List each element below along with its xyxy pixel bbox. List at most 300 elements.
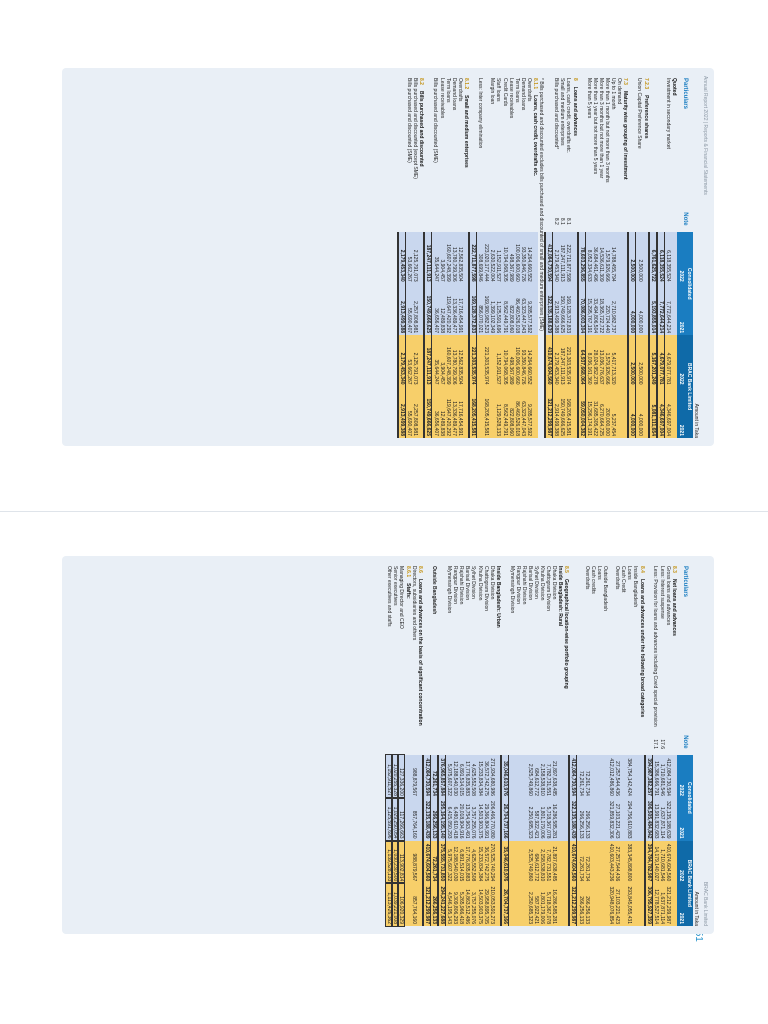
note-ref: [665, 733, 671, 755]
note-ref: [664, 210, 671, 232]
note-ref: [470, 733, 476, 755]
table-row: [569, 564, 577, 926]
table-row: [626, 564, 632, 926]
row-label-text: More than 1 month but not more than 3 months: [604, 78, 611, 183]
amount-cell: 72,261,734: [577, 841, 584, 884]
row-label-text: More than 1 year but not more than 5 years: [591, 78, 598, 175]
amount-cell: 8,036,161,360: [585, 335, 592, 386]
table-row: [590, 564, 596, 926]
note-ref: [527, 733, 533, 755]
note-ref: [584, 733, 590, 755]
amount-cell: [643, 335, 649, 386]
amount-cell: 295,164,195,140: [438, 798, 446, 841]
amount-cell: 119,647,420,292: [445, 284, 451, 335]
amount-cell: 14,503,903,375: [477, 883, 483, 926]
amount-cell: 2,500,000: [628, 335, 636, 386]
table-row: [489, 564, 495, 926]
table-row: [643, 76, 649, 438]
amount-cell: 221,303,535,974: [483, 335, 489, 386]
row-label-text: Union Capital Preference Share: [636, 78, 643, 149]
amount-cell: 410,674,604,560: [569, 841, 577, 884]
table-row: [452, 564, 458, 926]
amount-cell: 100,006,600,660: [514, 335, 520, 386]
note-ref: [643, 210, 649, 232]
amount-cell: 35,046,610,976: [501, 841, 509, 884]
row-label-text: Chattogram Division: [482, 566, 489, 612]
note-ref: [398, 210, 406, 232]
row-label: [470, 564, 476, 733]
amount-cell: 412,084,730,594: [423, 755, 431, 798]
row-label: [636, 76, 643, 210]
amount-cell: 29,958,895,705: [483, 883, 489, 926]
row-label-text: Demand loans: [450, 78, 457, 111]
amount-cell: 294,241,227,688: [438, 883, 446, 926]
amount-cell: [596, 883, 602, 926]
amount-cell: 169,980,982,523: [483, 284, 489, 335]
amount-cell: [622, 284, 628, 335]
note-ref: [520, 210, 526, 232]
note-ref: [620, 733, 626, 755]
row-label: [495, 564, 501, 733]
amount-cell: 293,845,055,431: [626, 883, 632, 926]
row-label: [578, 76, 586, 210]
amount-cell: 1,399,102,349: [489, 284, 495, 335]
note-ref: [608, 733, 614, 755]
amount-cell: [532, 387, 538, 438]
amount-cell: 3,904,457: [439, 335, 445, 386]
amount-cell: 412,012,486,860: [608, 755, 614, 798]
amount-cell: 1,113,426,362: [386, 883, 392, 926]
row-label-text: Bills purchased and discounted (SME): [405, 78, 412, 163]
table-row: [398, 76, 406, 438]
row-label: [598, 76, 604, 210]
amount-cell: 59,050,004,382: [578, 387, 586, 438]
row-label: [569, 564, 577, 733]
row-label: [445, 76, 451, 210]
row-label-text: Rajshahi Division: [520, 566, 527, 605]
section-code: 8.1.1: [532, 78, 539, 90]
note-ref: [577, 733, 584, 755]
amount-cell: 53,662,267: [406, 232, 413, 283]
table-row: [477, 76, 484, 438]
amount-cell: 16,286,585,281: [551, 883, 557, 926]
amount-cell: 14,264,660,552: [526, 232, 532, 283]
amount-cell: 210,053,591,273: [489, 883, 495, 926]
year-header: 2022: [677, 755, 685, 798]
table-row: [671, 564, 677, 926]
note-ref: [423, 733, 431, 755]
row-label: [432, 76, 439, 210]
table-row: [628, 76, 636, 438]
row-label: [508, 564, 514, 733]
amount-cell: 321,212,299,987: [423, 883, 431, 926]
left-page-title: Annual Report 2022 | Reports & Financial Statements: [702, 76, 708, 195]
amount-cell: [638, 883, 644, 926]
row-label-text: Maturity wise grouping of investment: [622, 90, 629, 180]
note-ref: [489, 210, 495, 232]
amount-cell: 2,257,808,981: [412, 387, 418, 438]
amount-cell: [616, 387, 622, 438]
amount-cell: 150,749,666,625: [559, 387, 565, 438]
amount-cell: 1,710,681,546: [659, 841, 665, 884]
page-divider: [0, 511, 768, 512]
amount-cell: 1,039,221,008: [392, 883, 398, 926]
note-header: Note: [677, 733, 693, 755]
consolidated-header: Consolidated: [685, 755, 693, 840]
row-label: [489, 76, 495, 210]
amount-cell: [616, 284, 622, 335]
amount-cell: 36,684,461,496: [592, 232, 598, 283]
row-label: [418, 76, 424, 210]
row-label: [643, 76, 649, 210]
amount-cell: 321,212,299,987: [569, 883, 577, 926]
note-ref: [508, 733, 514, 755]
amount-cell: 7,772,644,214: [664, 284, 671, 335]
amount-cell: 93,350,846,726: [520, 335, 526, 386]
amount-cell: 12,188,540,030: [452, 841, 458, 884]
amount-cell: [418, 232, 424, 283]
note-ref: [483, 733, 489, 755]
row-label-text: Khulna Division: [476, 566, 483, 601]
amount-cell: [638, 798, 644, 841]
note-ref: [430, 733, 438, 755]
amount-cell: 266,256,133: [430, 798, 438, 841]
row-label: [664, 76, 671, 210]
amount-cell: 14,264,660,552: [526, 335, 532, 386]
amount-cell: 9,285,577,592: [526, 284, 532, 335]
row-label: [665, 564, 671, 733]
table-row: [604, 76, 610, 438]
amount-cell: 35,644,247: [432, 335, 439, 386]
row-label-text: Senior executives: [392, 566, 399, 606]
table-row: [664, 76, 671, 438]
amount-cell: 320,948,076,854: [608, 883, 614, 926]
row-label-text: Managing Director and CEO: [398, 566, 405, 629]
table-row: [578, 76, 586, 438]
amount-cell: 2,125,791,073: [412, 335, 418, 386]
amount-cell: 160,607,248,399: [445, 335, 451, 386]
row-label: [515, 564, 521, 733]
row-label: [590, 564, 596, 733]
consolidated-header: Consolidated: [685, 232, 693, 335]
amount-cell: 187,247,111,913: [424, 232, 432, 283]
amount-cell: 127,336,200: [398, 755, 404, 798]
amount-cell: 2,250,685,323: [527, 883, 533, 926]
note-ref: [452, 733, 458, 755]
amount-cell: 4,000,000: [628, 284, 636, 335]
amount-cell: [557, 755, 563, 798]
amount-cell: 7,782,731,551: [545, 841, 551, 884]
table-row: [659, 564, 665, 926]
section-code: 7.3: [622, 78, 629, 85]
amount-cell: [622, 335, 628, 386]
amount-cell: 187,247,111,913: [559, 335, 565, 386]
amount-cell: 5,718,367,078: [545, 798, 551, 841]
amount-cell: 27,103,221,423: [614, 798, 620, 841]
amount-cell: 13,991,832,683: [652, 798, 659, 841]
row-label: [527, 564, 533, 733]
amount-cell: [671, 841, 677, 884]
note-ref: [539, 733, 545, 755]
amount-cell: 2,913,499,388: [398, 387, 406, 438]
row-label-text: Cash credits: [589, 566, 596, 594]
note-ref: [614, 733, 620, 755]
note-ref: [649, 210, 657, 232]
amount-cell: [638, 841, 644, 884]
amount-cell: 412,084,730,594: [569, 755, 577, 798]
amount-cell: 63,323,447,043: [520, 387, 526, 438]
amount-cell: 1,579,926,666: [604, 232, 610, 283]
amount-cell: 4,546,195,143: [446, 883, 453, 926]
table-row: [657, 76, 665, 438]
row-label-text: Sylhet Division: [532, 566, 539, 599]
row-label: [652, 564, 659, 733]
note-ref: [483, 210, 489, 232]
amount-cell: 220,724,440: [604, 284, 610, 335]
section-code: 8.2: [418, 78, 425, 85]
row-label-text: Loans and advances: [571, 86, 578, 136]
row-label: [671, 76, 677, 210]
amount-cell: 27,257,544,436: [614, 755, 620, 798]
row-label: [508, 76, 514, 210]
row-label: [559, 76, 565, 210]
note-ref: [557, 733, 563, 755]
year-header: 2021: [677, 798, 685, 841]
amount-cell: 8,562,449,791: [501, 387, 507, 438]
section-code: 8.6: [416, 566, 423, 573]
row-label: [451, 76, 457, 210]
amount-cell: [463, 387, 469, 438]
note-ref: [671, 733, 677, 755]
amount-cell: [572, 387, 578, 438]
amount-cell: 4,625,552,508: [470, 841, 476, 884]
amount-cell: [495, 883, 501, 926]
amount-cell: [596, 755, 602, 798]
amount-cell: 27,257,544,436: [614, 841, 620, 884]
amount-cell: [616, 335, 622, 386]
table-row: [432, 76, 439, 438]
table-row: [469, 76, 477, 438]
amount-cell: 10,794,068,305: [501, 335, 507, 386]
amount-cell: 9,309,806,293: [452, 883, 458, 926]
amount-cell: [463, 284, 469, 335]
amount-cell: 5,265,966,418: [458, 883, 464, 926]
amount-cell: [643, 232, 649, 283]
amount-cell: 271,934,680,986: [489, 755, 495, 798]
table-row: [584, 564, 590, 926]
amount-cell: [557, 841, 563, 884]
row-label: [608, 564, 614, 733]
amount-cell: [632, 755, 638, 798]
amount-cell: 2,500,000: [636, 335, 643, 386]
row-label-text: Overdrafts: [583, 566, 590, 590]
amount-cell: 12,562,835,504: [457, 232, 463, 283]
row-label: [659, 564, 665, 733]
row-label-text: Outside Bangladesh: [601, 566, 608, 612]
amount-cell: [671, 755, 677, 798]
note-ref: [578, 210, 586, 232]
amount-cell: 150,749,666,625: [424, 284, 432, 335]
row-label-text: Less: Inter company elimination: [476, 78, 483, 149]
amount-cell: 394,784,782,987: [645, 841, 653, 884]
amount-cell: [418, 284, 424, 335]
amount-cell: 26,704,737,166: [501, 798, 509, 841]
row-label-text: Quoted: [671, 78, 677, 96]
row-label: [406, 76, 413, 210]
table-row: [445, 76, 451, 438]
amount-cell: 266,256,133: [577, 798, 584, 841]
amount-cell: 72,261,734: [430, 841, 438, 884]
amount-cell: [590, 798, 596, 841]
amount-cell: 857,764,160: [411, 883, 417, 926]
amount-cell: 384,754,142,424: [626, 755, 632, 798]
row-label: [501, 564, 509, 733]
amount-cell: [495, 755, 501, 798]
note-ref: [439, 210, 445, 232]
amount-cell: 14,863,512,486: [464, 883, 470, 926]
amount-cell: 12,188,540,030: [452, 755, 458, 798]
amount-cell: 412,084,730,594: [665, 755, 671, 798]
note-ref: [477, 733, 483, 755]
note-ref: [495, 733, 501, 755]
amount-cell: 308,699,846: [477, 232, 484, 283]
note-ref: [590, 733, 596, 755]
row-label: [553, 76, 560, 210]
row-label-text: Bills purchased and discounted (SME): [432, 78, 439, 163]
amount-cell: 2,913,499,388: [553, 284, 560, 335]
amount-cell: 306,505,484,842: [645, 798, 653, 841]
table-row: [638, 564, 644, 926]
amount-cell: 17,716,454,991: [457, 387, 463, 438]
row-label-text: Chattogram Division: [545, 566, 552, 612]
amount-cell: 222,711,877,598: [469, 232, 477, 283]
amount-cell: [521, 755, 527, 798]
amount-cell: 17,776,835,883: [464, 755, 470, 798]
row-label-text: Overdrafts: [614, 566, 621, 590]
row-label-text: Mymensingh Division: [445, 566, 452, 614]
amount-cell: 168,205,415,581: [483, 387, 489, 438]
note-ref: [406, 210, 413, 232]
amount-cell: 117,266,663: [398, 798, 404, 841]
table-row: [406, 76, 413, 438]
row-label-text: Small and medium enterprises: [463, 95, 469, 168]
row-label: [463, 76, 469, 210]
amount-cell: [418, 387, 424, 438]
row-label: [392, 564, 398, 733]
row-label: [585, 76, 592, 210]
amount-cell: 2,914,499,388: [553, 387, 560, 438]
amount-cell: [404, 798, 410, 841]
amount-cell: 28,024,952,278: [592, 335, 598, 386]
amount-cell: 1,801,179,006: [539, 798, 545, 841]
amount-cell: 1,801,179,006: [539, 883, 545, 926]
row-label: [565, 76, 571, 210]
right-table-body: [386, 564, 677, 926]
table-row: [386, 564, 392, 926]
amount-cell: [404, 883, 410, 926]
row-label-text: Rangpur Division: [452, 566, 459, 605]
amount-cell: 684,612,772: [533, 841, 539, 884]
amount-cell: 55,690,407: [406, 284, 413, 335]
note-ref: [508, 210, 514, 232]
amount-cell: 169,128,372,833: [565, 284, 571, 335]
amount-cell: 2,525,749,860: [527, 755, 533, 798]
amount-cell: 119,647,420,292: [445, 387, 451, 438]
amount-cell: 36,656,407: [432, 284, 439, 335]
amount-cell: [418, 335, 424, 386]
table-row: [652, 564, 659, 926]
note-ref: [463, 210, 469, 232]
year-header: 2021: [677, 883, 685, 926]
amount-cell: 35,046,610,976: [501, 755, 509, 798]
amount-cell: 2,525,749,860: [527, 841, 533, 884]
amount-cell: 587,922,421: [533, 883, 539, 926]
amount-cell: 5,975,607,322: [446, 841, 453, 884]
row-label-text: Preference shares: [642, 95, 649, 139]
amount-cell: [508, 755, 514, 798]
row-label-text: More than 3 months but not more than 1 year: [597, 78, 604, 179]
particulars-header: Particulars: [677, 564, 693, 733]
note-ref: [657, 210, 665, 232]
amount-cell: [515, 798, 521, 841]
row-label-text: Small and medium enterprises: [559, 78, 566, 146]
amount-cell: 36,572,742,275: [483, 755, 489, 798]
table-row: [533, 564, 539, 926]
row-label: [604, 76, 610, 210]
row-label: [572, 76, 578, 210]
note-ref: [451, 210, 457, 232]
amount-cell: [532, 335, 538, 386]
note-ref: [501, 733, 509, 755]
amount-cell: 86,460,526,018: [514, 284, 520, 335]
amount-cell: 14,788,455,794: [610, 232, 616, 283]
row-label: [628, 76, 636, 210]
row-label-text: Demand loans: [519, 78, 526, 111]
amount-cell: 3,904,457: [439, 232, 445, 283]
left-statement-table: [397, 76, 693, 438]
table-row: [411, 564, 417, 926]
row-label-text: Lease receivables: [507, 78, 514, 119]
amount-cell: 21,897,638,485: [551, 841, 557, 884]
amount-cell: 266,256,133: [584, 798, 590, 841]
row-label: [477, 564, 483, 733]
amount-cell: [632, 798, 638, 841]
amount-cell: 321,212,299,987: [665, 883, 671, 926]
section-code: 7.2.3: [642, 78, 649, 90]
row-label-text: Sylhet Division: [470, 566, 477, 599]
amount-cell: 1,637,871,114: [659, 883, 665, 926]
amount-cell: [417, 798, 423, 841]
amount-cell: 5,718,367,078: [545, 883, 551, 926]
row-label: [622, 76, 628, 210]
note-ref: [645, 733, 653, 755]
row-label: [533, 564, 539, 733]
row-label-text: Loans and advances on the basis of significant concentration: [416, 578, 423, 726]
row-label-text: Staffs:: [404, 583, 411, 599]
table-row: [645, 564, 653, 926]
note-ref: [636, 210, 643, 232]
bbl-header: BRAC Bank Limited: [685, 841, 693, 926]
table-row: [483, 564, 489, 926]
row-label: [423, 564, 431, 733]
note-ref: [477, 210, 484, 232]
amount-cell: 78,603,296,855: [578, 232, 586, 283]
amount-cell: 857,764,160: [411, 798, 417, 841]
amount-cell: [671, 883, 677, 926]
section-code: 8.1.2: [463, 78, 469, 90]
table-row: [559, 76, 565, 438]
amount-cell: 168,205,415,581: [469, 387, 477, 438]
